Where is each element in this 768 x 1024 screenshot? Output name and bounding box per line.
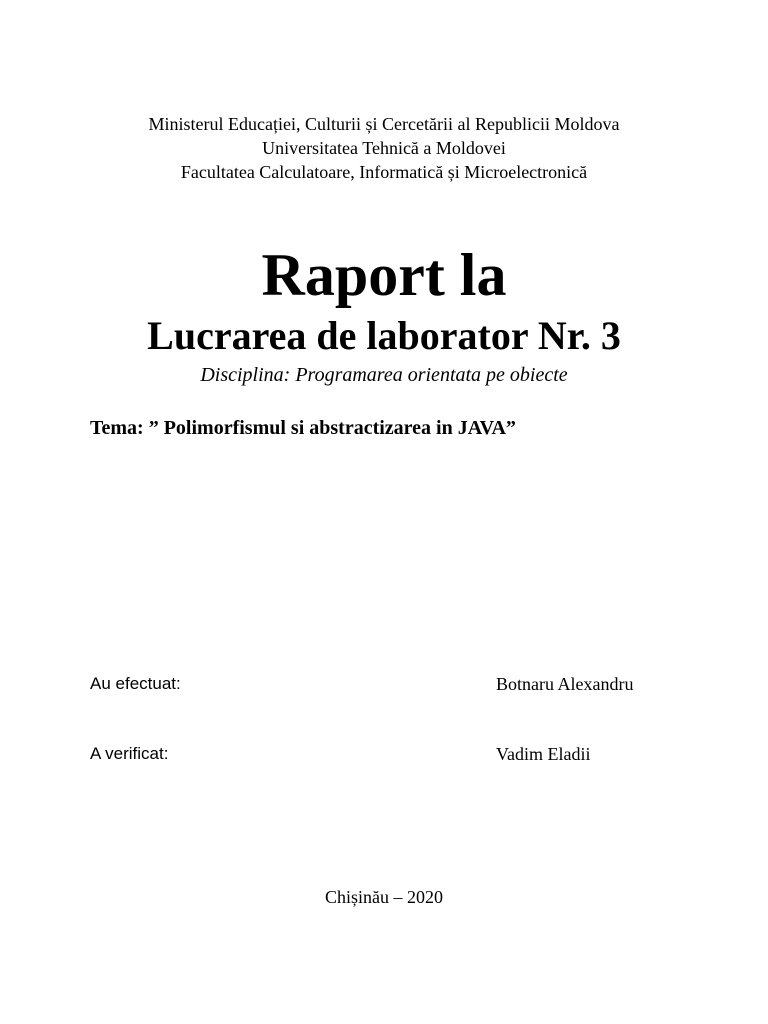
performed-label: Au efectuat: (90, 674, 181, 693)
university-line: Universitatea Tehnică a Moldovei (262, 138, 506, 158)
faculty-line: Facultatea Calculatoare, Informatică și Microelectronică (180, 162, 588, 182)
discipline-line: Disciplina: Programarea orientata pe obiecte (200, 364, 568, 386)
ministry-line: Ministerul Educației, Culturii și Cercetării al Republicii Moldova (148, 114, 620, 134)
report-title: Raport la (261, 242, 507, 308)
verified-label: A verificat: (90, 744, 169, 763)
institution-header (0, 112, 768, 184)
topic-line: Tema: ” Polimorfismul si abstractizarea in JAVA” (90, 417, 516, 439)
performed-name: Botnaru Alexandru (496, 674, 634, 694)
place-date: Chișinău – 2020 (324, 887, 443, 907)
lab-title: Lucrarea de laborator Nr. 3 (147, 313, 621, 358)
verified-name: Vadim Eladii (496, 744, 591, 764)
